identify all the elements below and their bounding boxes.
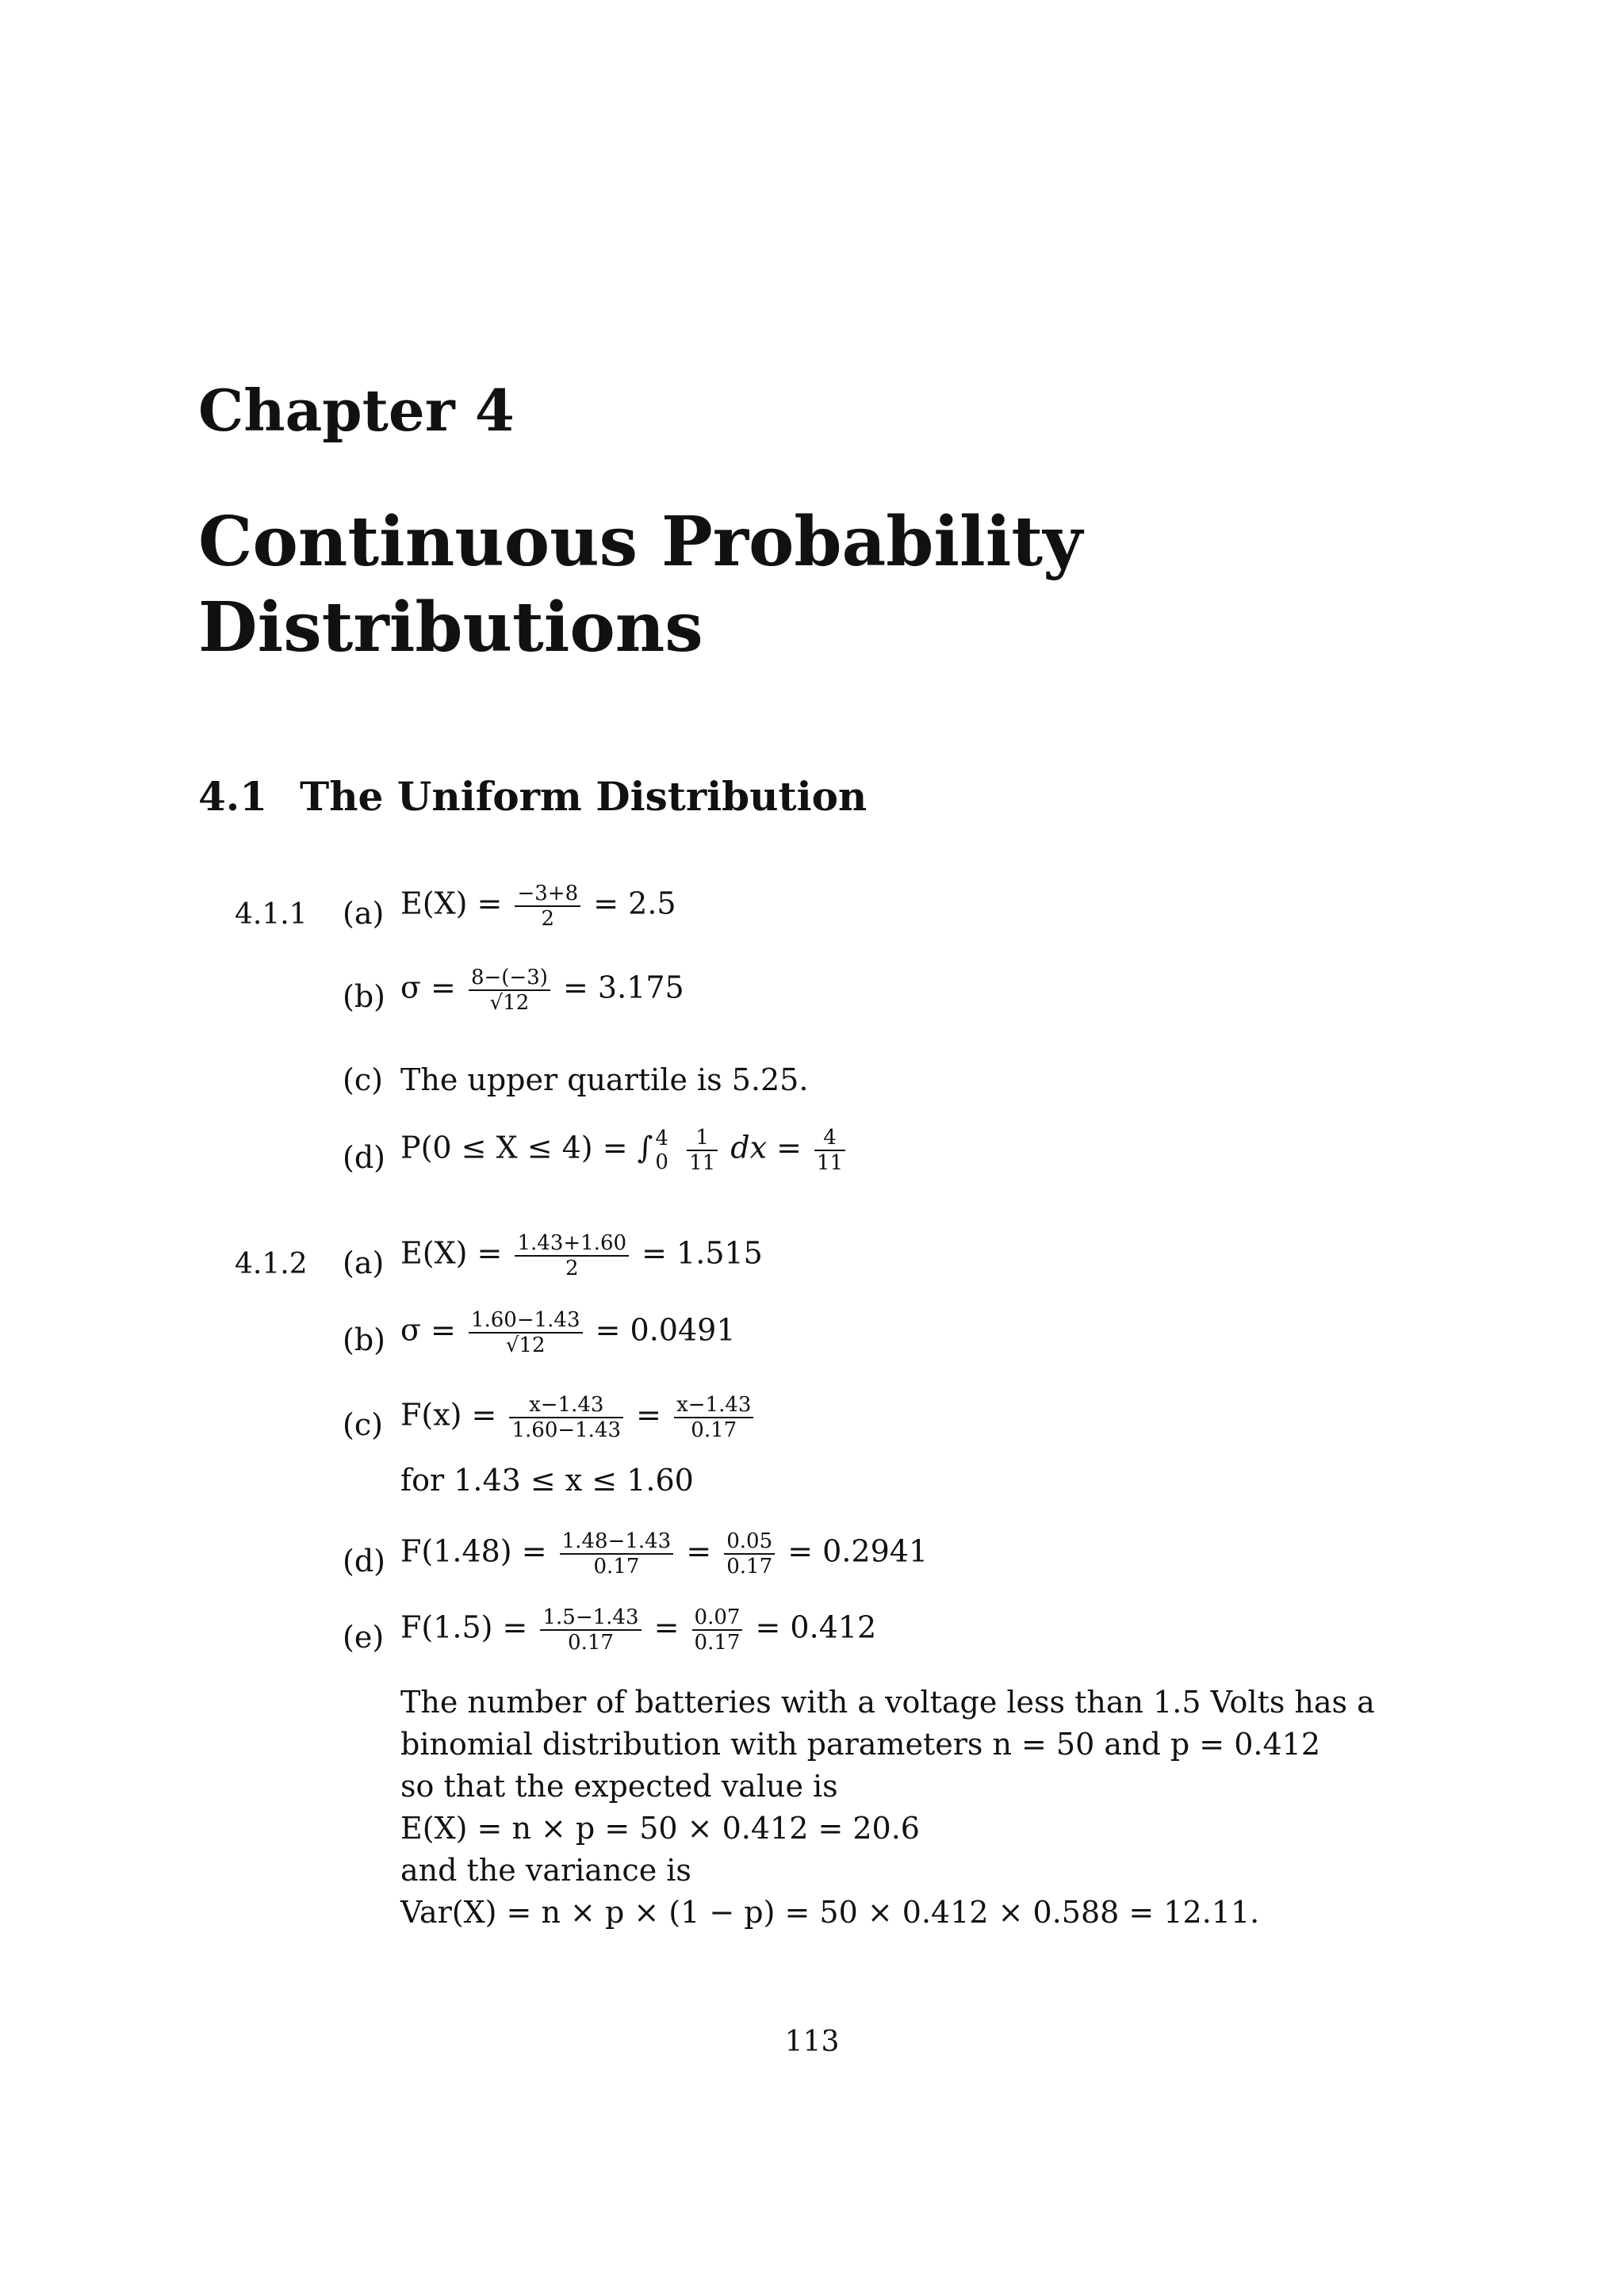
part-label: (c) xyxy=(343,1062,383,1097)
paragraph-line: Var(X) = n × p × (1 − p) = 50 × 0.412 × 0.588 = 12.11. xyxy=(400,1895,1260,1930)
part-label: (b) xyxy=(343,979,385,1014)
chapter-title xyxy=(198,499,1082,671)
equation-eq: = xyxy=(653,1609,680,1645)
section-number: 4.1 xyxy=(198,773,267,820)
statement: The upper quartile is 5.25. xyxy=(400,1062,809,1097)
numerator: 8−(−3) xyxy=(469,966,550,991)
equation xyxy=(400,1126,848,1175)
equation-lhs: E(X) = xyxy=(400,886,503,921)
equation-lhs: σ = xyxy=(400,1312,456,1348)
denominator: 11 xyxy=(689,1151,716,1175)
fraction xyxy=(540,1605,641,1655)
equation-lhs: σ = xyxy=(400,970,456,1005)
part-label: (b) xyxy=(343,1322,385,1357)
problem-number: 4.1.1 xyxy=(235,898,308,931)
part-label: (d) xyxy=(343,1544,385,1578)
numerator: 4 xyxy=(814,1126,845,1151)
equation xyxy=(400,966,684,1015)
part-label: (a) xyxy=(343,1246,385,1280)
denominator: 2 xyxy=(541,907,555,931)
denominator: 0.17 xyxy=(568,1631,614,1655)
numerator: x−1.43 xyxy=(674,1393,753,1418)
problem-number: 4.1.2 xyxy=(235,1248,308,1280)
equation xyxy=(400,882,676,931)
page-number: 113 xyxy=(784,2026,840,2058)
numerator: 0.05 xyxy=(724,1529,775,1555)
part-label: (c) xyxy=(343,1407,383,1442)
numerator: 1 xyxy=(687,1126,718,1151)
part-label: (a) xyxy=(343,896,385,931)
denominator: √12 xyxy=(489,991,530,1015)
fraction xyxy=(560,1529,674,1578)
equation-rhs: = 1.515 xyxy=(642,1235,763,1271)
numerator: 0.07 xyxy=(692,1605,743,1631)
chapter-title-line1: Continuous Probability xyxy=(198,502,1083,582)
equation xyxy=(400,1529,928,1578)
equation-rhs: = 0.0491 xyxy=(595,1312,736,1348)
equation-eq: = xyxy=(636,1397,661,1433)
fraction xyxy=(509,1393,623,1442)
equation-rhs: = 0.2941 xyxy=(787,1533,929,1569)
lower-limit: 0 xyxy=(655,1150,668,1174)
numerator: 1.60−1.43 xyxy=(469,1308,583,1334)
chapter-title-line2: Distributions xyxy=(198,587,703,668)
fraction xyxy=(515,1231,629,1280)
fraction xyxy=(469,966,550,1015)
equation xyxy=(400,1605,876,1655)
denominator: 2 xyxy=(565,1257,579,1280)
fraction xyxy=(469,1308,583,1357)
fraction xyxy=(674,1393,753,1442)
paragraph-line: and the variance is xyxy=(400,1853,691,1888)
paragraph-line: E(X) = n × p = 50 × 0.412 = 20.6 xyxy=(400,1811,920,1846)
paragraph-line: so that the expected value is xyxy=(400,1769,838,1804)
denominator: 0.17 xyxy=(691,1418,737,1442)
equation-lhs: F(1.48) = xyxy=(400,1533,547,1569)
fraction xyxy=(687,1126,718,1175)
equation-lhs: F(1.5) = xyxy=(400,1609,528,1645)
chapter-label: Chapter 4 xyxy=(198,377,515,444)
equation-lhs: F(x) = xyxy=(400,1397,497,1433)
paragraph-line: The number of batteries with a voltage less than 1.5 Volts has a xyxy=(400,1685,1375,1720)
equation-eq: = xyxy=(686,1533,712,1569)
section-title: The Uniform Distribution xyxy=(300,773,868,820)
denominator: 11 xyxy=(817,1151,844,1175)
denominator: √12 xyxy=(505,1334,546,1357)
numerator: x−1.43 xyxy=(509,1393,623,1418)
equation-rhs: = 2.5 xyxy=(593,886,676,921)
fraction xyxy=(692,1605,743,1655)
numerator: 1.43+1.60 xyxy=(515,1231,629,1257)
equation-mid: dx = xyxy=(730,1130,802,1165)
part-label: (e) xyxy=(343,1620,385,1655)
equation-rhs: = 0.412 xyxy=(755,1609,877,1645)
equation-lhs: E(X) = xyxy=(400,1235,503,1271)
denominator: 0.17 xyxy=(726,1555,773,1578)
fraction xyxy=(515,882,580,931)
numerator: 1.5−1.43 xyxy=(540,1605,641,1631)
condition-line: for 1.43 ≤ x ≤ 1.60 xyxy=(400,1463,694,1498)
equation xyxy=(400,1308,736,1357)
part-label: (d) xyxy=(343,1140,385,1175)
numerator: 1.48−1.43 xyxy=(560,1529,674,1555)
integral-limits xyxy=(653,1127,671,1174)
paragraph-line: binomial distribution with parameters n = 50 and p = 0.412 xyxy=(400,1727,1321,1762)
equation-rhs: = 3.175 xyxy=(563,970,684,1005)
denominator: 0.17 xyxy=(694,1631,741,1655)
equation-lhs: P(0 ≤ X ≤ 4) = ∫ xyxy=(400,1130,653,1165)
fraction xyxy=(724,1529,775,1578)
equation xyxy=(400,1393,756,1442)
upper-limit: 4 xyxy=(655,1127,668,1150)
fraction xyxy=(814,1126,845,1175)
equation xyxy=(400,1231,763,1280)
denominator: 0.17 xyxy=(593,1555,640,1578)
numerator: −3+8 xyxy=(515,882,580,907)
denominator: 1.60−1.43 xyxy=(511,1418,622,1442)
